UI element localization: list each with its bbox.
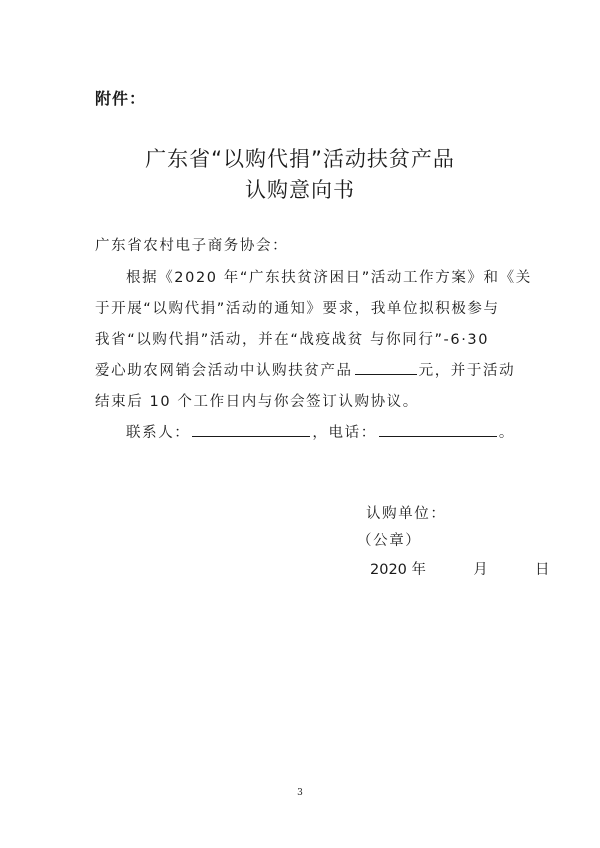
paragraph-line-1: 根据《2020 年“广东扶贫济困日”活动工作方案》和《关 (126, 270, 532, 286)
paragraph-line-2: 于开展“以购代捐”活动的通知》要求，我单位拟积极参与 (95, 301, 500, 317)
paragraph-line-5: 结束后 10 个工作日内与你会签订认购协议。 (95, 394, 419, 410)
contact-person-blank (192, 422, 310, 437)
page-number: 3 (297, 788, 303, 798)
date-day: 日 (534, 562, 550, 578)
subscribing-unit-label: 认购单位： (366, 506, 447, 522)
contact-line (126, 421, 515, 442)
attachment-label: 附件： (95, 89, 147, 108)
official-seal-label: （公章） (357, 533, 422, 549)
date-month: 月 (473, 562, 488, 578)
paragraph-line-4-prefix: 爱心助农网销会活动中认购扶贫产品 (95, 363, 353, 379)
document-title-line-2: 认购意向书 (245, 178, 355, 202)
paragraph-line-4-suffix: 元，并于活动 (418, 363, 516, 379)
amount-blank (355, 360, 417, 375)
paragraph-line-3: 我省“以购代捐”活动，并在“战疫战贫 与你同行”-6·30 (95, 332, 490, 348)
contact-line-end: 。 (498, 425, 515, 441)
phone-label: ，电话： (312, 425, 377, 441)
document-title-line-1: 广东省“以购代捐”活动扶贫产品 (145, 147, 455, 171)
contact-person-label: 联系人： (126, 425, 191, 441)
signature-date (370, 558, 549, 579)
paragraph-line-4 (95, 359, 515, 380)
date-year: 2020 年 (370, 562, 427, 578)
addressee: 广东省农村电子商务协会： (95, 238, 289, 254)
phone-blank (379, 422, 497, 437)
